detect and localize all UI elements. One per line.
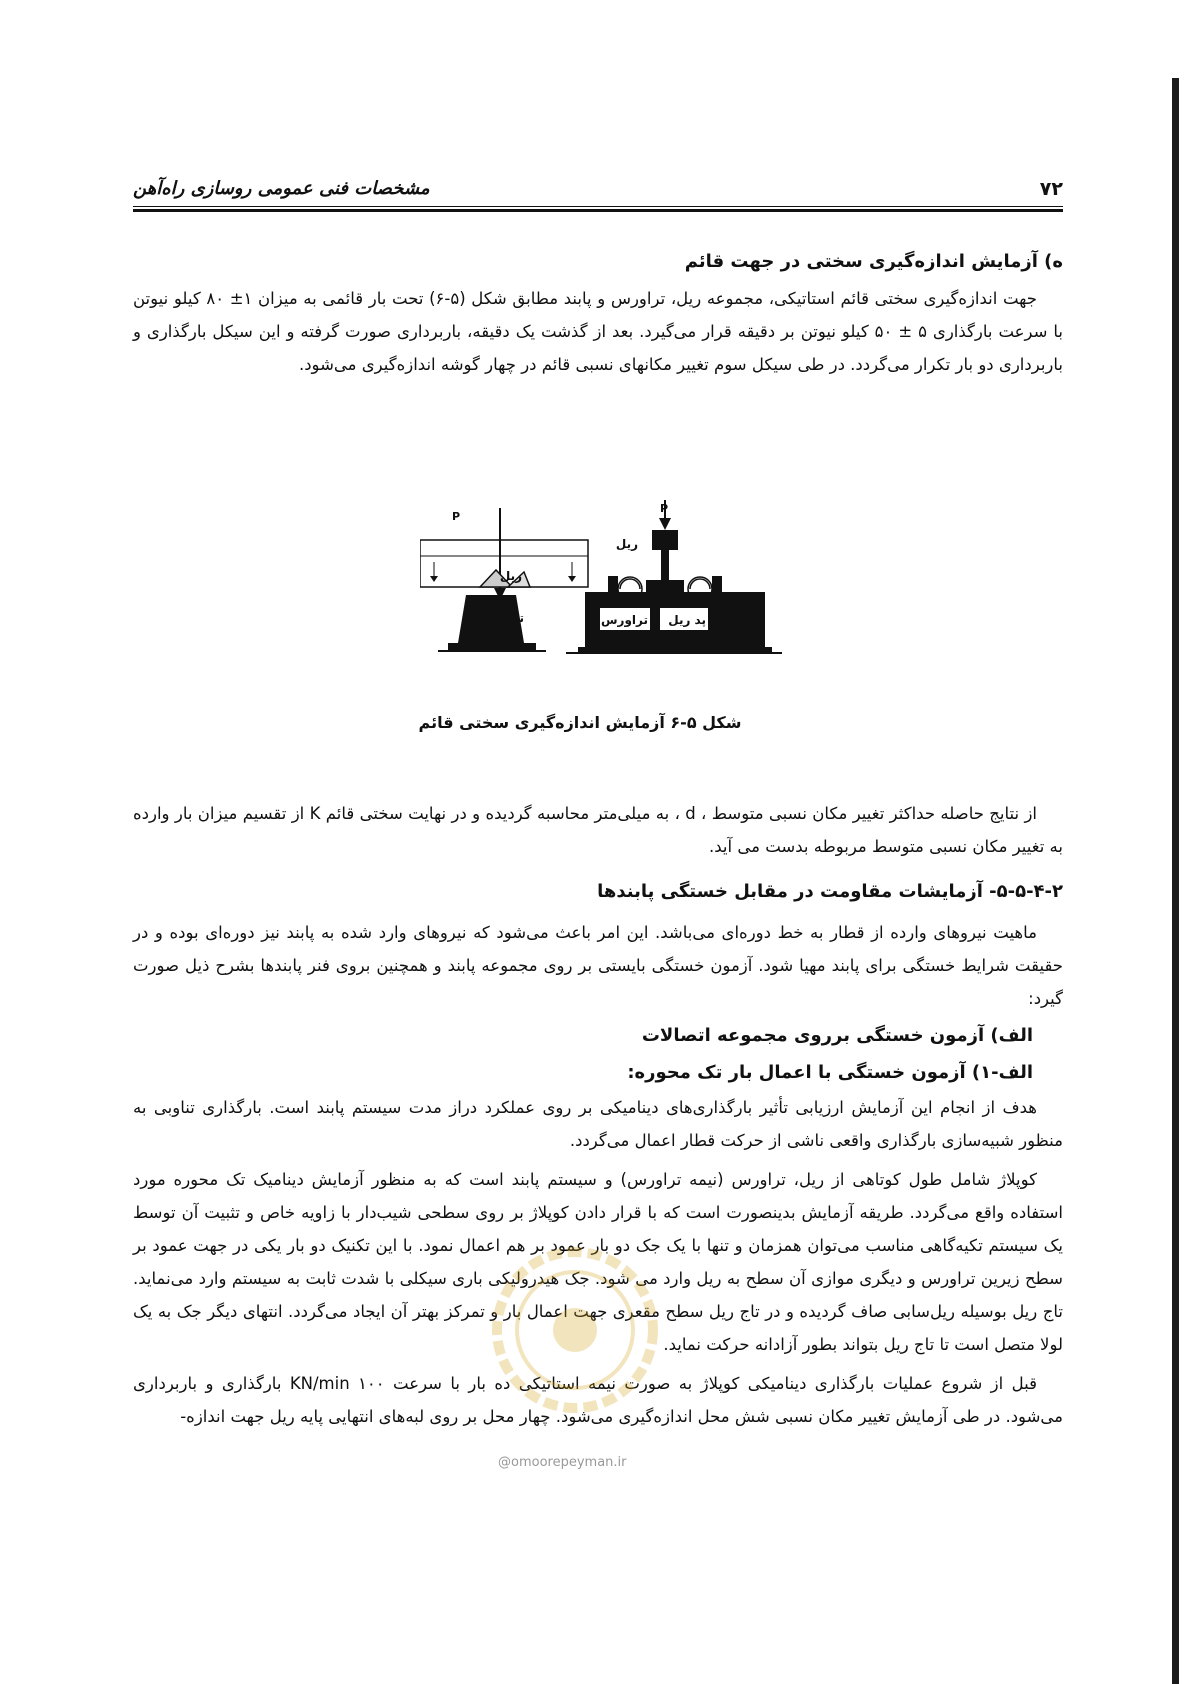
right-load-label: P — [659, 502, 668, 515]
publisher-logo-watermark — [490, 1245, 660, 1415]
section-e-heading: ه) آزمایش اندازه‌گیری سختی در جهت قائم — [684, 251, 1063, 272]
right-sleeper-label: تراورس — [600, 613, 648, 627]
figure-caption: شکل ۵-۶ آزمایش اندازه‌گیری سختی قائم — [418, 713, 742, 732]
section-alef-paragraph-3: قبل از شروع عملیات بارگذاری دینامیکی کوپلاژ به صورت نیمه استاتیکی ده بار با سرعت ۱۰۰ KN/min بارگذاری و باربرداری می‌شود. در طی آزمایش تغییر مکان نسبی شش محل اندازه‌گیری می‌شود. چهار محل بر روی لبه‌های انتهایی پایه ریل جهت اندازه- — [133, 1374, 1063, 1426]
section-alef-paragraph-2: کوپلاژ شامل طول کوتاهی از ریل، تراورس (نیمه تراورس) و سیستم پابند است که به منظور آزمایش دینامیک تک محوره مورد استفاده واقع می‌گردد. طریقه آزمایش بدینصورت است که با قرار دادن کوپلاژ بر روی سطحی شیب‌دار با زاویه خاص و تثبیت آن توسط یک سیستم تکیه‌گاهی مناسب می‌توان همزمان و تنها با یک جک دو بار عمود بر هم اعمال نمود. با این تکنیک دو بار یکی در جهت عمود بر سطح زیرین تراورس و دیگری موازی آن سطح به ریل وارد می شود. جک هیدرولیکی باری سیکلی با شدت ثابت به سیستم وارد می‌نماید. تاج ریل بوسیله ریل‌سابی صاف گردیده و در تاج ریل سطح مقعری جهت اعمال بار و تمرکز بهتر آن ایجاد می‌گردد. انتهای دیگر جک به یک لولا متصل است تا تاج ریل بتواند بطور آزادانه حرکت نماید. — [133, 1170, 1063, 1354]
header-rule-thin — [133, 206, 1063, 207]
section-e — [133, 245, 1063, 381]
left-sleeper-label: تراورس — [476, 611, 524, 625]
after-figure-paragraph: از نتایج حاصله حداکثر تغییر مکان نسبی متوسط ، d ، به میلی‌متر محاسبه گردیده و در نهایت سختی قائم K از تقسیم میزان بار وارده به تغییر مکان نسبی متوسط مربوطه بدست می آید. — [133, 804, 1063, 856]
right-setup-diagram — [566, 500, 782, 653]
page-edge — [1172, 78, 1179, 1684]
section-alef-heading: الف) آزمون خستگی برروی مجموعه اتصالات — [641, 1025, 1033, 1046]
header-rule — [133, 209, 1063, 212]
section-alef-paragraph-1: هدف از انجام این آزمایش ارزیابی تأثیر بارگذاری‌های دینامیکی بر روی عملکرد دراز مدت سیستم پابند است. بارگذاری تناوبی به منظور شبیه‌سازی بارگذاری واقعی ناشی از حرکت قطار اعمال می‌گردد. — [133, 1098, 1063, 1150]
left-load-label: P — [451, 510, 460, 523]
right-rail-label: ریل — [615, 537, 638, 551]
stiffness-test-figure — [420, 500, 800, 695]
page-header — [133, 168, 1063, 212]
watermark-url: @omoorepeyman.ir — [498, 1455, 627, 1470]
running-title: مشخصات فنی عمومی روسازی راه‌آهن — [133, 178, 430, 199]
page-number: ۷۲ — [1039, 178, 1063, 200]
section-5-4-2-paragraph: ماهیت نیروهای وارده از قطار به خط دوره‌ای می‌باشد. این امر باعث می‌شود که نیروهای وارد شده به پابند نیز دوره‌ای بوده و در حقیقت شرایط خستگی برای پابند مهیا شود. آزمون خستگی بایستی بر روی مجموعه پابند و همچنین بروی فنر پابندها بشرح ذیل صورت گیرد: — [133, 923, 1063, 1008]
section-alef-1-heading: الف-۱) آزمون خستگی با اعمال بار تک محوره: — [627, 1062, 1033, 1083]
right-pad-label: پد ریل — [668, 613, 706, 627]
section-e-paragraph: جهت اندازه‌گیری سختی قائم استاتیکی، مجموعه ریل، تراورس و پابند مطابق شکل (۵-۶) تحت بار قائمی به میزان ۱± ۸۰ کیلو نیوتن با سرعت بارگذاری ۵ ± ۵۰ کیلو نیوتن بر دقیقه قرار می‌گیرد. بعد از گذشت یک دقیقه، باربرداری صورت گرفته و این سیکل بارگذاری و باربرداری دو بار تکرار می‌گردد. در طی سیکل سوم تغییر مکانهای نسبی قائم در چهار گوشه اندازه‌گیری می‌شود. — [133, 289, 1063, 374]
left-rail-label: ریل — [499, 569, 522, 583]
section-5-4-2-heading: ۵-۵-۴-۲- آزمایشات مقاومت در مقابل خستگی پابندها — [597, 881, 1063, 902]
